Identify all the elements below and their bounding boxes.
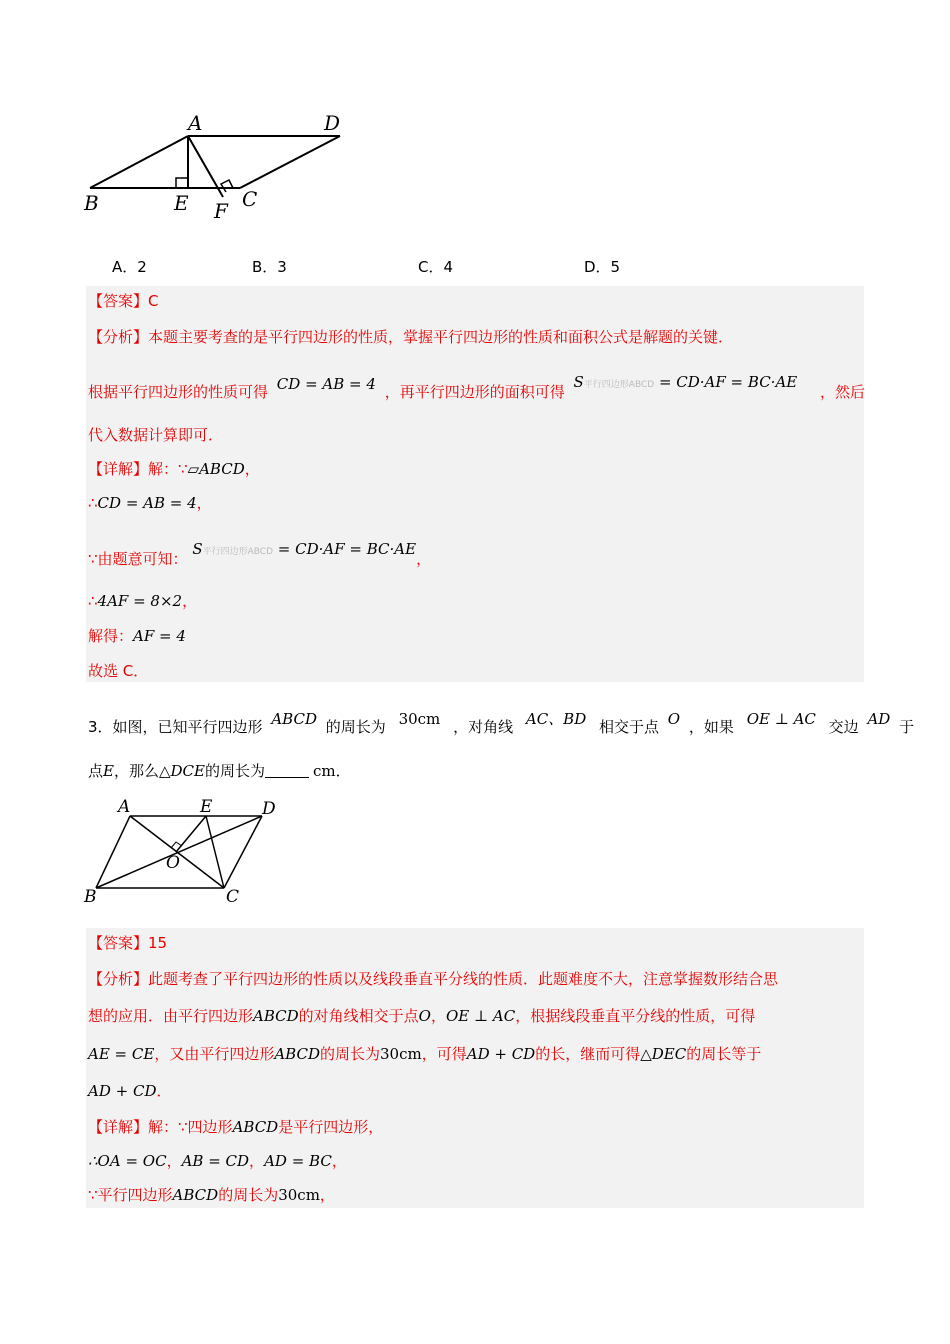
option-a: A．2: [112, 258, 147, 276]
q3-question-line-2: [88, 760, 351, 781]
analysis-tag: 【分析】: [88, 970, 149, 988]
q2-detail-line-3: [88, 540, 431, 569]
text: 是平行四边形，: [278, 1118, 384, 1136]
q2-answer-line: [88, 290, 159, 311]
area-s: S: [573, 373, 584, 391]
label-c: C: [242, 187, 258, 211]
label-f: F: [214, 199, 228, 223]
math-area: [574, 373, 798, 391]
q3-analysis-line-2: [88, 1005, 755, 1026]
text: 如图，已知平行四边形: [112, 718, 263, 736]
label-o: O: [166, 853, 180, 873]
q3-analysis-line-1: [88, 968, 778, 989]
q2-detail-line-6: 故选 C．: [88, 662, 149, 680]
text: 的周长为: [319, 1045, 380, 1063]
math: △DCE: [158, 762, 205, 780]
detail-tag: 【详解】: [88, 460, 149, 478]
text: 于: [899, 718, 915, 736]
text: 点: [88, 762, 104, 780]
text: ∵由题意可知：: [88, 550, 188, 568]
q2-analysis-line-2: [88, 373, 865, 402]
q3-answer-line: [88, 932, 167, 953]
math: E: [103, 762, 114, 780]
area-sub: 平行四边形ABCD: [202, 547, 273, 557]
math: AE = CE: [88, 1045, 155, 1063]
q3-analysis-line-4: [88, 1080, 171, 1101]
q2-analysis-line-1: [88, 326, 733, 347]
parallelogram-figure-1: [80, 108, 370, 228]
q2-detail-line-4: [88, 590, 197, 611]
parallelogram-figure-2: [82, 796, 292, 912]
option-d: D．5: [584, 258, 621, 276]
answer-value: C: [148, 292, 159, 310]
text: 的周长为: [218, 1186, 279, 1204]
text: ，: [249, 1152, 265, 1170]
text: ，又由平行四边形: [154, 1045, 275, 1063]
math: O: [418, 1007, 431, 1025]
math: CD = AB = 4: [97, 494, 197, 512]
detail-tag: 【详解】: [88, 1118, 149, 1136]
math: ABCD: [232, 1118, 279, 1136]
math-area: [192, 540, 416, 558]
area-s: S: [192, 540, 203, 558]
text: 根据平行四边形的性质可得: [88, 383, 269, 401]
text: 的长，继而可得: [535, 1045, 641, 1063]
math: AD + CD: [88, 1082, 157, 1100]
analysis-tag: 【分析】: [88, 328, 149, 346]
label-c: C: [226, 887, 240, 907]
text: ∴: [88, 592, 98, 610]
area-expr: = CD·AF = BC·AE: [654, 373, 798, 391]
question-number: 3．: [88, 718, 113, 736]
text: ，然后: [820, 383, 866, 401]
text: 解：∵四边形: [148, 1118, 233, 1136]
area-expr: = CD·AF = BC·AE: [273, 540, 417, 558]
text: ，: [166, 1152, 182, 1170]
q3-detail-line-3: [88, 1184, 335, 1205]
math: ABCD: [172, 1186, 219, 1204]
text: 的周长为: [204, 762, 265, 780]
text: ，: [196, 494, 212, 512]
text: ∴: [88, 494, 98, 512]
text: ．: [335, 762, 351, 780]
text: 解得：: [88, 627, 134, 645]
text: ，对角线: [453, 718, 514, 736]
label-e: E: [174, 191, 189, 215]
answer-blank[interactable]: [265, 763, 309, 778]
math: ▱ABCD: [187, 460, 245, 478]
q2-analysis-line-3: 代入数据计算即可．: [88, 426, 224, 444]
q3-analysis-line-3: [88, 1043, 761, 1064]
math: OE ⊥ AC: [746, 710, 816, 728]
text: ，如果: [688, 718, 734, 736]
answer-value: 15: [148, 934, 168, 952]
label-d: D: [324, 111, 341, 135]
text: 想的应用．由平行四边形: [88, 1007, 254, 1025]
text: ，: [416, 550, 432, 568]
text: ，: [244, 460, 260, 478]
math: AD + CD: [466, 1045, 536, 1063]
option-c: C．4: [418, 258, 454, 276]
q2-detail-line-1: [88, 458, 260, 479]
math: 30cm: [278, 1186, 320, 1204]
option-b: B．3: [252, 258, 287, 276]
math: AB = CD: [181, 1152, 250, 1170]
math: 30cm: [398, 710, 441, 728]
math: AD = BC: [264, 1152, 332, 1170]
label-a: A: [188, 111, 203, 135]
text: ，根据线段垂直平分线的性质，可得: [515, 1007, 756, 1025]
text: ．: [156, 1082, 172, 1100]
text: ，可得: [421, 1045, 467, 1063]
text: ，: [182, 592, 198, 610]
label-a: A: [118, 797, 131, 817]
text: 的周长为: [325, 718, 386, 736]
math: ABCD: [253, 1007, 299, 1025]
label-b: B: [84, 887, 97, 907]
text: 此题考查了平行四边形的性质以及线段垂直平分线的性质．此题难度不大，注意掌握数形结合思: [148, 970, 779, 988]
q3-detail-line-2: [88, 1150, 347, 1171]
math: ABCD: [271, 710, 317, 728]
q3-question-line-1: [88, 708, 914, 737]
text: 的周长等于: [686, 1045, 762, 1063]
q2-detail-line-2: [88, 492, 212, 513]
label-b: B: [84, 191, 99, 215]
label-e: E: [200, 797, 213, 817]
q2-detail-line-5: [88, 625, 186, 646]
math: △DEC: [640, 1045, 687, 1063]
math: OE ⊥ AC: [446, 1007, 516, 1025]
text: 交边: [828, 718, 859, 736]
label-d: D: [262, 799, 276, 819]
text: 解：∵: [148, 460, 188, 478]
math: AC、BD: [525, 710, 587, 728]
text: ∵平行四边形: [88, 1186, 173, 1204]
math-cd-ab: CD = AB = 4: [276, 375, 376, 393]
math: ABCD: [274, 1045, 320, 1063]
text: 相交于点: [599, 718, 660, 736]
math: AD: [867, 710, 891, 728]
math: 30cm: [380, 1045, 422, 1063]
math: ∴OA = OC: [88, 1152, 167, 1170]
text: ，再平行四边形的面积可得: [384, 383, 565, 401]
unit: cm: [313, 762, 336, 780]
text: ，: [331, 1152, 347, 1170]
math: AF = 4: [133, 627, 186, 645]
answer-tag: 【答案】: [88, 292, 149, 310]
text: ，: [319, 1186, 335, 1204]
text: 的对角线相交于点: [298, 1007, 419, 1025]
q3-detail-line-1: [88, 1116, 383, 1137]
math: O: [667, 710, 681, 728]
text: ，: [430, 1007, 446, 1025]
analysis-text: 本题主要考查的是平行四边形的性质，掌握平行四边形的性质和面积公式是解题的关键．: [148, 328, 734, 346]
text: ，那么: [113, 762, 159, 780]
area-sub: 平行四边形ABCD: [583, 380, 655, 390]
answer-tag: 【答案】: [88, 934, 149, 952]
math: 4AF = 8×2: [97, 592, 183, 610]
